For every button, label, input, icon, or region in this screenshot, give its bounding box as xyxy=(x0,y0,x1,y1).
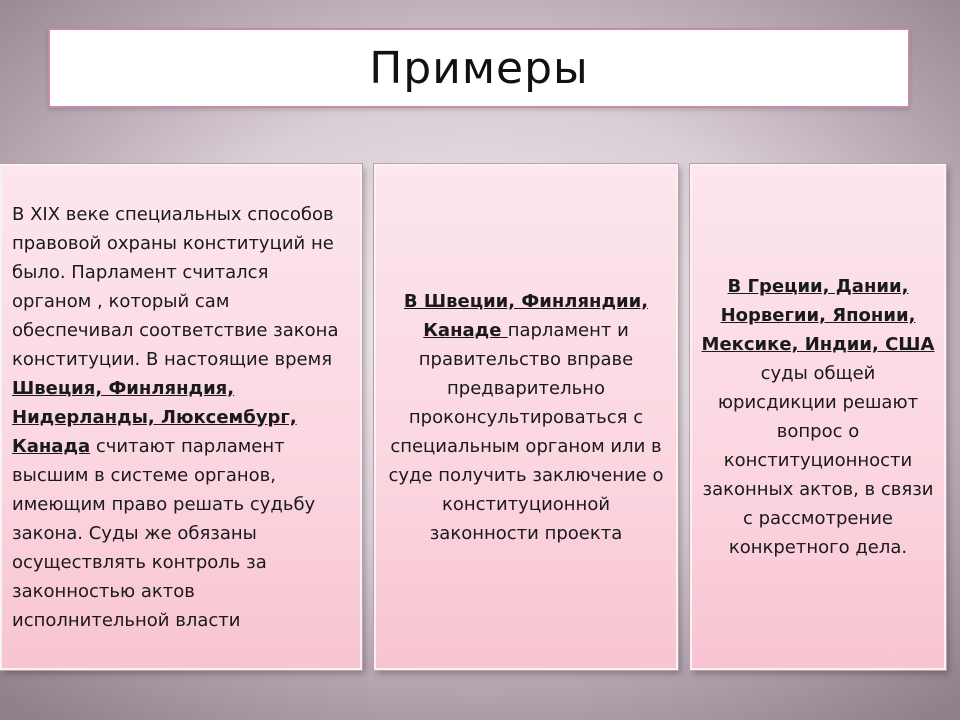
card-courts-countries: В Греции, Дании, Норвегии, Японии, Мексике, Индии, США xyxy=(701,276,935,355)
card-history xyxy=(0,164,362,670)
card-consultation-text xyxy=(376,287,676,548)
card-history-text xyxy=(2,200,360,635)
title-box xyxy=(48,28,910,108)
card-history-intro: В XIX веке специальных способов правовой охраны конституций не было. Парламент считался органом , который сам обеспечивал соответствие закона конституции. В настоящие время xyxy=(12,203,339,370)
card-history-rest: считают парламент высшим в системе органов, имеющим право решать судьбу закона. Суды же обязаны осуществлять контроль за законностью актов исполнительной власти xyxy=(12,435,316,631)
card-courts-text xyxy=(692,272,944,562)
card-courts xyxy=(690,164,946,670)
card-consultation-rest: парламент и правительство вправе предварительно проконсультироваться с специальным органом или в суде получить заключение о конституционной законности проекта xyxy=(388,319,664,544)
card-history-countries: Швеция, Финляндия, Нидерланды, Люксембург, Канада xyxy=(12,377,297,457)
card-consultation xyxy=(374,164,678,670)
slide-title: Примеры xyxy=(369,42,589,94)
card-courts-rest: суды общей юрисдикции решают вопрос о конституционности законных актов, в связи с рассмотрение конкретного дела. xyxy=(702,363,934,558)
card-consultation-countries: В Швеции, Финляндии, Канаде xyxy=(403,290,649,341)
